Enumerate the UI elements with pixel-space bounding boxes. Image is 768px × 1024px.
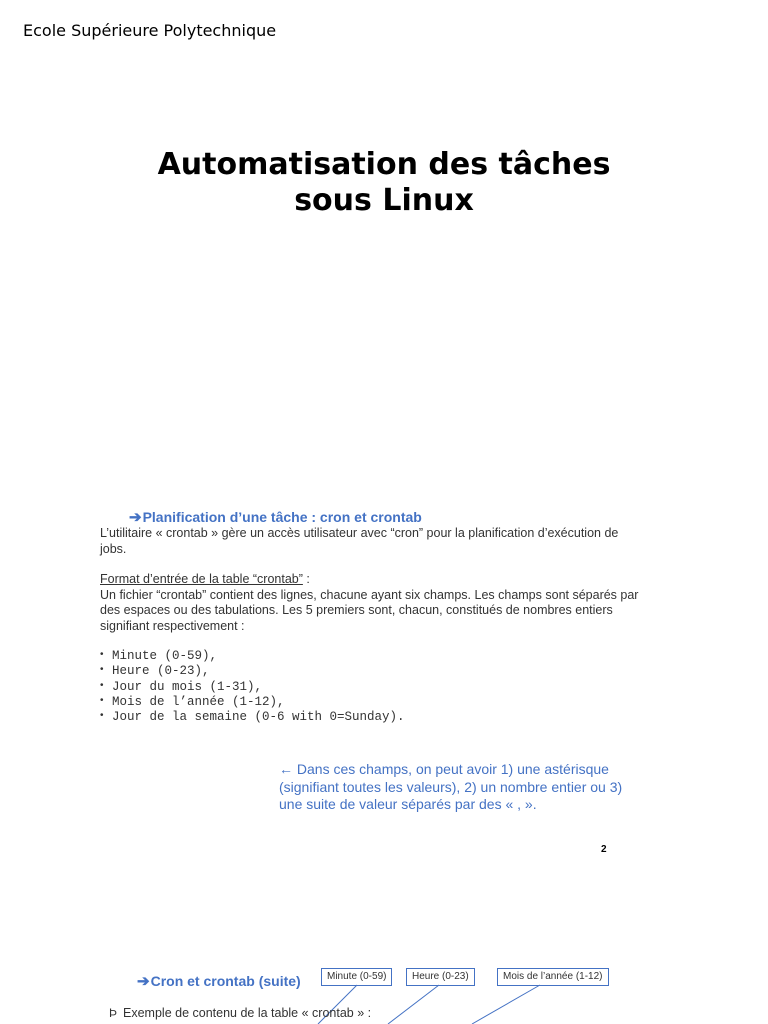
intro-paragraph: L’utilitaire « crontab » gère un accès utilisateur avec “cron” pour la planification d’exécution de jobs. <box>100 526 619 556</box>
right-arrow-icon: ➔ <box>137 973 150 990</box>
annotation-note: ← Dans ces champs, on peut avoir 1) une astérisque (signifiant toutes les valeurs), 2) un nombre entier ou 3) une suite de valeur séparés par des « , ». <box>279 761 623 812</box>
slide-heading-text: Cron et crontab (suite) <box>150 973 301 989</box>
list-item-text: Minute (0-59), <box>112 649 218 663</box>
school-name: Ecole Supérieure Polytechnique <box>23 21 277 40</box>
example-text: Exemple de contenu de la table « crontab » : <box>123 1006 372 1020</box>
format-title: Format d’entrée de la table “crontab” <box>100 572 303 586</box>
title-line-1: Automatisation des tâches <box>157 147 611 182</box>
slide-heading-text: Planification d’une tâche : cron et crontab <box>142 509 422 525</box>
format-description: Un fichier “crontab” contient des lignes, chacune ayant six champs. Les champs sont séparés par des espaces ou des tabulations. Les 5 premiers sont, chacun, constitués de nombres entiers signifiant respectivement : <box>100 587 639 633</box>
title-line-2: sous Linux <box>294 183 474 218</box>
bullet-icon: • <box>100 694 104 706</box>
bullet-icon: • <box>100 710 104 722</box>
bullet-icon: • <box>100 664 104 676</box>
bullet-icon: Þ <box>109 1006 118 1020</box>
list-item-text: Jour de la semaine (0-6 with 0=Sunday). <box>112 710 405 725</box>
format-title-suffix: : <box>302 572 310 586</box>
field-box-minute: Minute (0-59) <box>321 968 392 986</box>
list-item-text: Jour du mois (1-31), <box>112 679 263 694</box>
list-item-text: Heure (0-23), <box>112 664 210 679</box>
connector-line-mois <box>472 985 540 1024</box>
list-item-text: Mois de l’année (1-12), <box>112 694 285 709</box>
bullet-icon: • <box>100 649 104 660</box>
bullet-icon: • <box>100 679 104 691</box>
connector-line-heure <box>388 985 439 1024</box>
right-arrow-icon: ➔ <box>129 509 142 526</box>
page-number: 2 <box>601 844 607 855</box>
example-line <box>109 1006 371 1020</box>
field-box-mois: Mois de l’année (1-12) <box>497 968 609 986</box>
field-box-heure: Heure (0-23) <box>406 968 475 986</box>
